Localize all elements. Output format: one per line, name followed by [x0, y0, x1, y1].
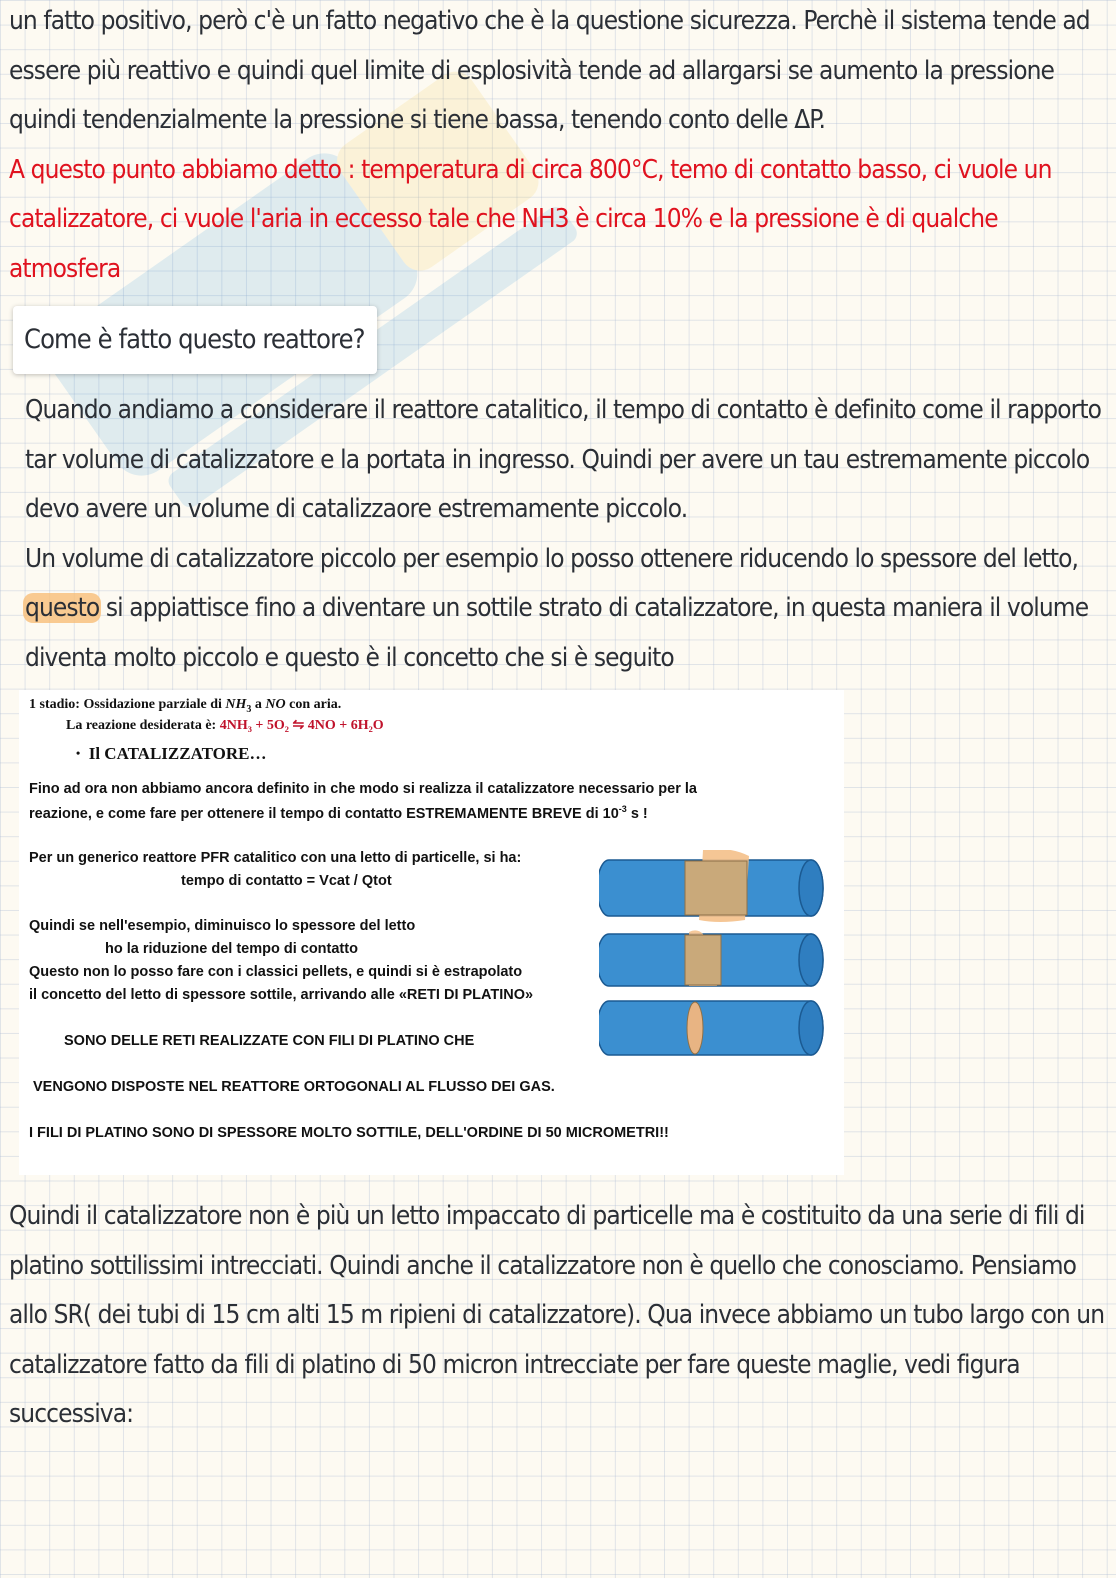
- reactor-tube-thin-bed: [599, 928, 831, 992]
- contact-time-formula: tempo di contatto = Vcat / Qtot: [181, 873, 392, 889]
- intro-paragraph: [9, 0, 1109, 294]
- highlighted-word: questo: [25, 593, 100, 623]
- reaction-line: La reazione desiderata è: 4NH₃ + 5O₂ ⇋ 4NO + 6H₂O: [66, 718, 384, 733]
- slide-para1-line2: reazione, e come fare per ottenere il tempo di contatto ESTREMAMENTE BREVE di $10^{-3}$ s !: [29, 804, 648, 822]
- reactor-tube-thick-bed: [599, 850, 831, 926]
- platinum-gauze: [687, 1002, 703, 1054]
- slide-para3-line3: Questo non lo posso fare con i classici pellets, e quindi si è estrapolato: [29, 964, 523, 980]
- stage-title: 1 stadio: Ossidazione parziale di $NH_3$ a NO con aria.: [29, 697, 342, 715]
- answer-line-1: Quando andiamo a considerare il reattore catalitico, il tempo di contatto è definito come il rapporto tar volume di catalizzatore e la portata in ingresso. Quindi per avere un tau estremamente piccolo devo avere un volume di catalizzaore estremamente piccolo.: [25, 395, 1102, 524]
- slide-para1-line1: Fino ad ora non abbiamo ancora definito in che modo si realizza il catalizzatore necessario per la: [29, 781, 697, 797]
- intro-text: un fatto positivo, però c'è un fatto negativo che è la questione sicurezza. Perchè il sistema tende ad essere più reattivo e quindi quel limite di esplosività tende ad allargarsi se aumento la pressione quindi tendenzialmente la pressione si tiene bassa, tenendo conto delle ΔP.: [9, 6, 1090, 135]
- bullet-icon: •: [76, 746, 81, 760]
- question-box: Come è fatto questo reattore?: [13, 306, 377, 374]
- reactor-tube-gauze: [599, 995, 831, 1061]
- answer-paragraph: [25, 386, 1116, 683]
- answer-line-2-end: si appiattisce fino a diventare un sottile strato di catalizzatore, in questa maniera il volume diventa molto piccolo e questo è il concetto che si è seguito: [25, 593, 1089, 673]
- slide-caps-3: I FILI DI PLATINO SONO DI SPESSORE MOLTO SOTTILE, DELL'ORDINE DI 50 MICROMETRI!!: [29, 1125, 669, 1141]
- slide-para3-line2: ho la riduzione del tempo di contatto: [105, 941, 358, 957]
- summary-conditions-text: A questo punto abbiamo detto : temperatura di circa 800°C, temo di contatto basso, ci vuole un catalizzatore, ci vuole l'aria in eccesso tale che NH3 è circa 10% e la pressione è di qualche atmosfera: [9, 154, 1052, 284]
- slide-para2-line1: Per un generico reattore PFR catalitico con una letto di particelle, si ha:: [29, 850, 522, 866]
- catalyst-bed-thin: [685, 935, 721, 985]
- slide-image: [19, 690, 844, 1175]
- slide-para3-line4: il concetto del letto di spessore sottile, arrivando alle «RETI DI PLATINO»: [29, 987, 534, 1003]
- slide-caps-1: SONO DELLE RETI REALIZZATE CON FILI DI PLATINO CHE: [64, 1033, 475, 1049]
- catalyst-bed-thick: [685, 861, 747, 915]
- conclusion-paragraph: Quindi il catalizzatore non è più un letto impaccato di particelle ma è costituito da una serie di fili di platino sottilissimi intrecciati. Quindi anche il catalizzatore non è quello che conosciamo. Pensiamo allo SR( dei tubi di 15 cm alti 15 m ripieni di catalizzatore). Qua invece abbiamo un tubo largo con un catalizzatore fatto da fili di platino di 50 micron intrecciate per fare queste maglie, vedi figura successiva:: [9, 1201, 1105, 1429]
- answer-line-2: Un volume di catalizzatore piccolo per esempio lo posso ottenere riducendo lo spessore del letto,: [25, 543, 1079, 574]
- slide-caps-2: VENGONO DISPOSTE NEL REATTORE ORTOGONALI AL FLUSSO DEI GAS.: [33, 1079, 555, 1095]
- bullet-title: • Il CATALIZZATORE…: [76, 744, 267, 763]
- reaction-formula: 4NH₃ + 5O₂ ⇋ 4NO + 6H₂O: [219, 718, 384, 733]
- slide-para3-line1: Quindi se nell'esempio, diminuisco lo spessore del letto: [29, 918, 416, 934]
